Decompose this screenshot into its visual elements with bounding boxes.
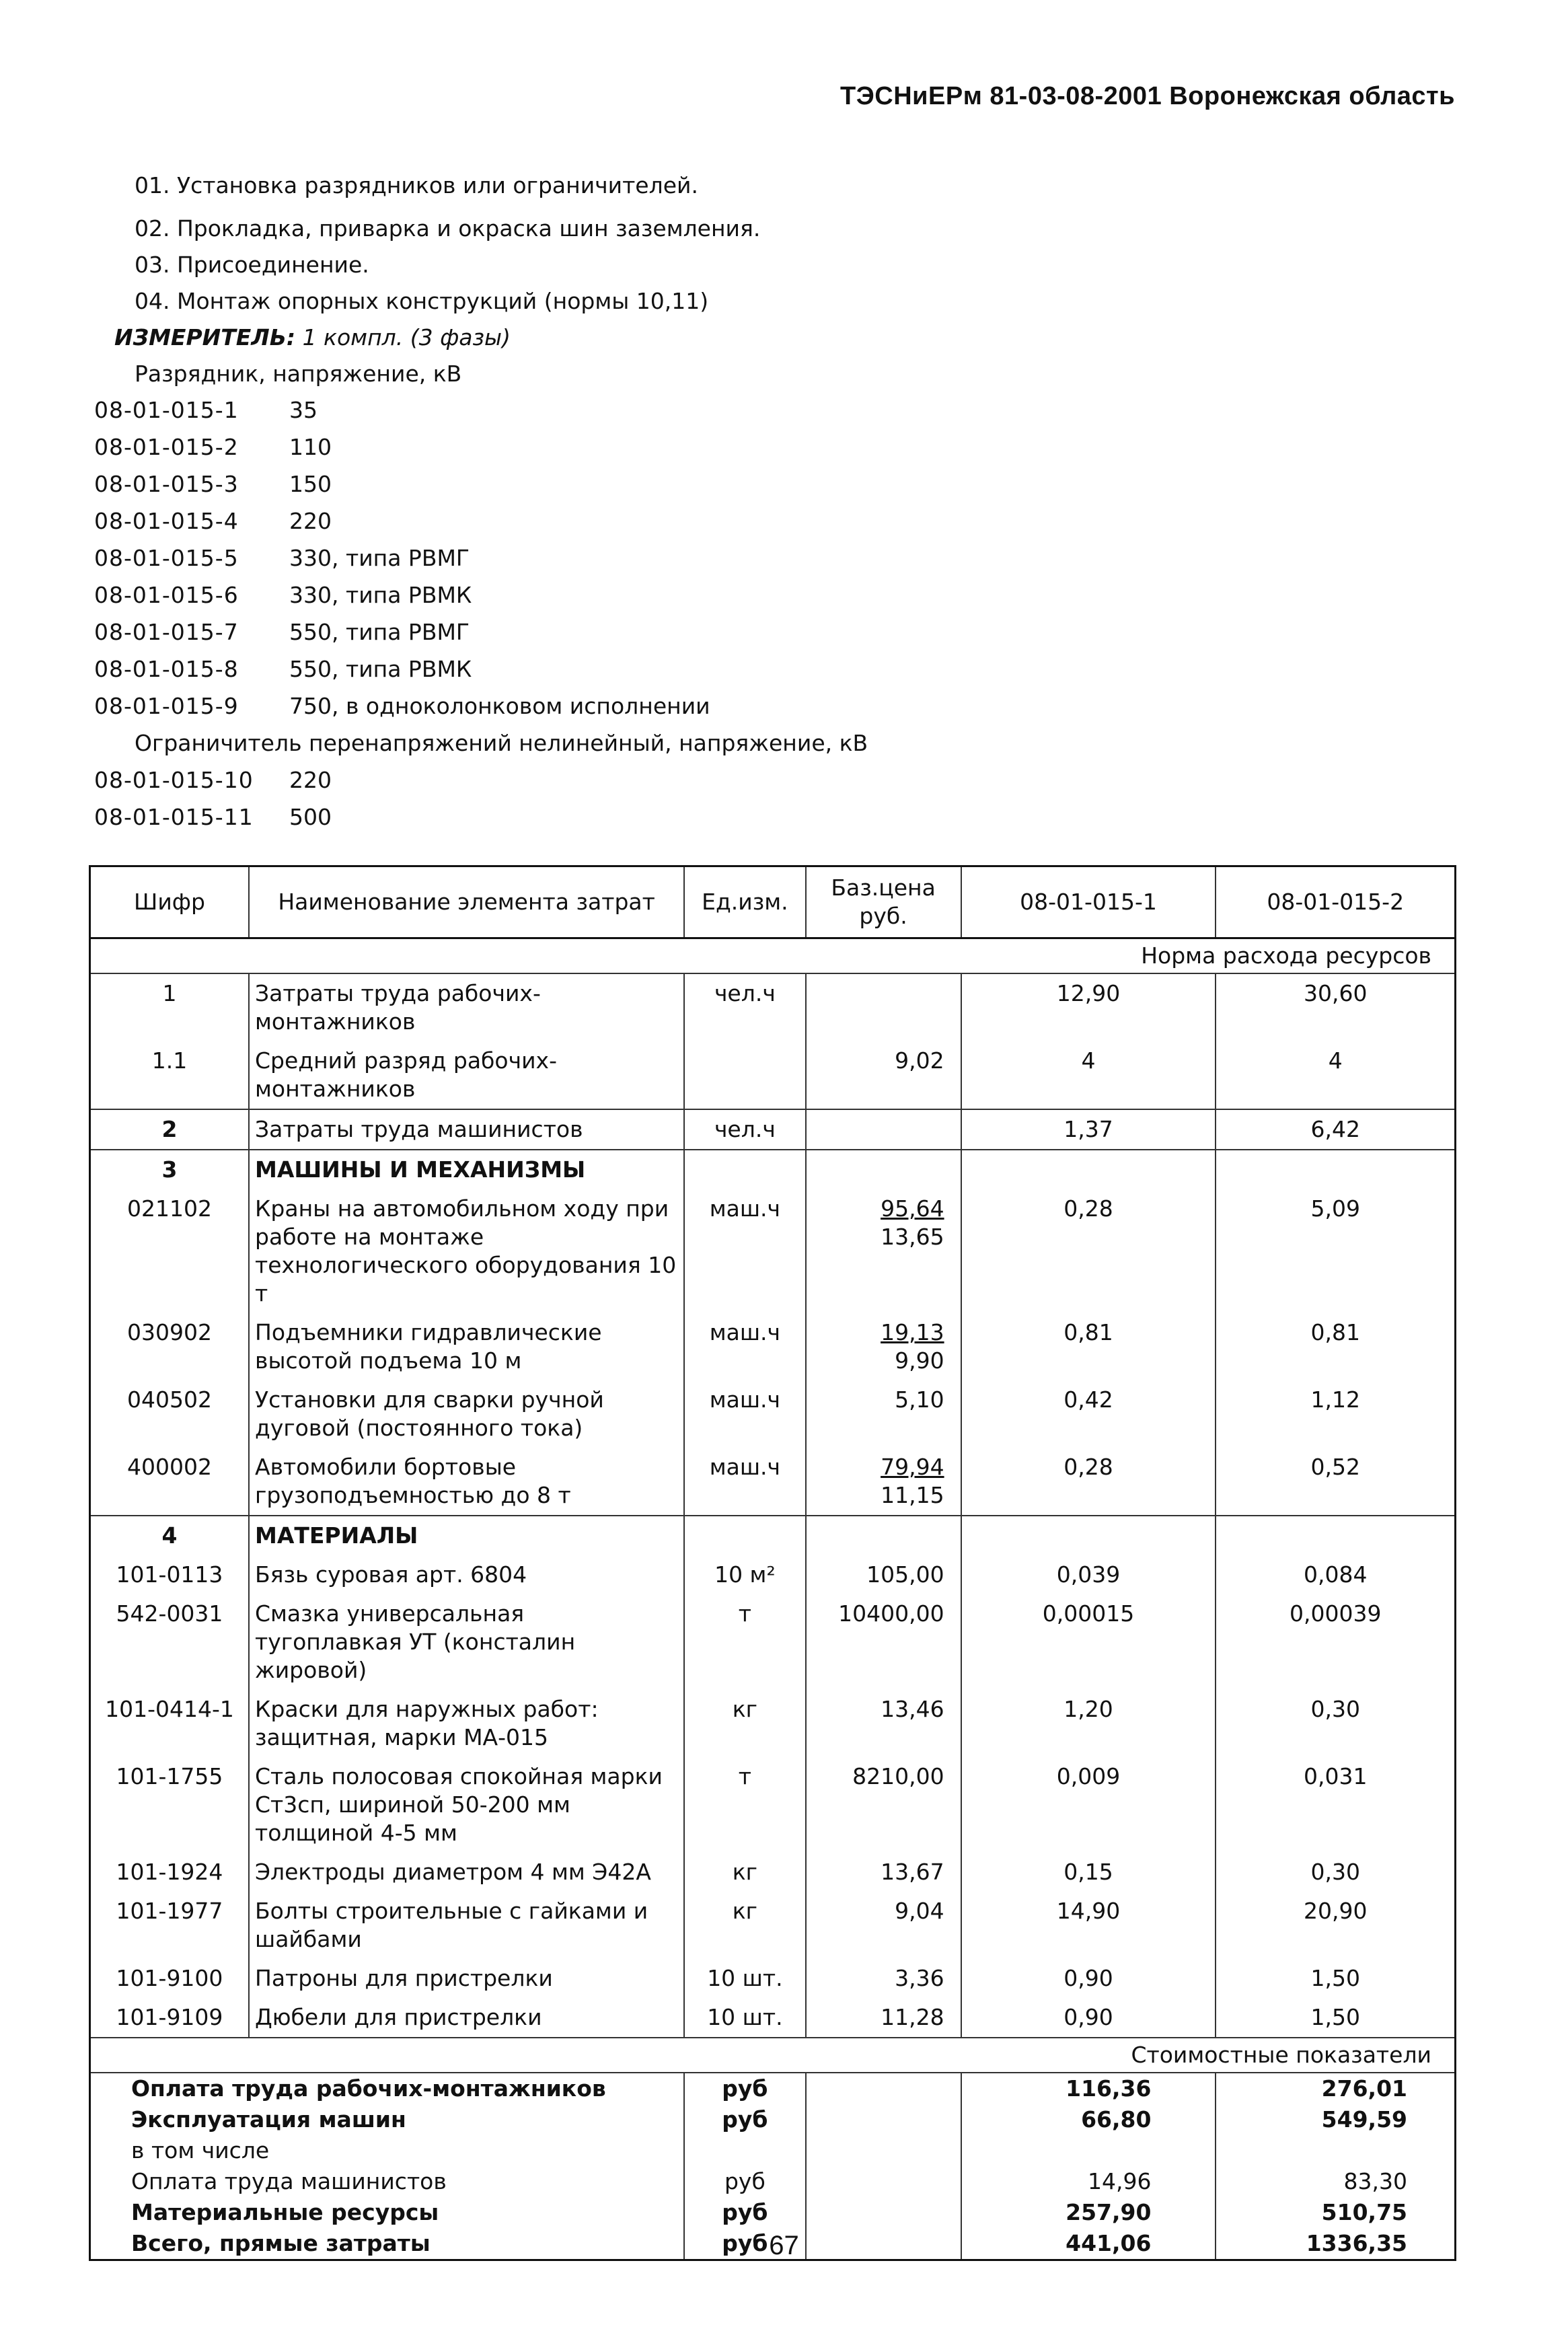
- row-code: 101-1755: [90, 1757, 250, 1853]
- norm-code: 08-01-015-6: [94, 582, 239, 608]
- cost-v1: 257,90: [961, 2197, 1216, 2228]
- cost-row: [90, 2135, 1456, 2166]
- row-v2: 6,42: [1216, 1109, 1455, 1150]
- row-price: [806, 1189, 961, 1313]
- norm-value: 110: [289, 434, 332, 460]
- row-code: 2: [90, 1109, 250, 1150]
- row-code: 101-1924: [90, 1853, 250, 1892]
- cost-v2: 1336,35: [1216, 2228, 1455, 2260]
- header-price-line: руб.: [859, 903, 907, 929]
- row-v2: 0,52: [1216, 1448, 1455, 1516]
- norm-code: 08-01-015-1: [94, 397, 239, 423]
- row-v1: [961, 1150, 1216, 1189]
- norm-code: 08-01-015-9: [94, 693, 239, 719]
- row-v2: 4: [1216, 1041, 1455, 1109]
- norm-value: 750, в одноколонковом исполнении: [289, 693, 710, 719]
- row-v2: 0,031: [1216, 1757, 1455, 1853]
- price-labor: 9,90: [895, 1347, 944, 1374]
- row-v1: 12,90: [961, 973, 1216, 1041]
- row-name: Бязь суровая арт. 6804: [249, 1555, 684, 1594]
- row-v1: 0,42: [961, 1380, 1216, 1448]
- row-v2: [1216, 1150, 1455, 1189]
- norm-code: 08-01-015-10: [94, 767, 254, 793]
- row-unit: чел.ч: [684, 1109, 805, 1150]
- cost-price: [806, 2073, 961, 2104]
- row-price: [806, 1109, 961, 1150]
- row-unit: кг: [684, 1690, 805, 1757]
- work-step: 03. Присоединение.: [135, 252, 369, 278]
- header-price-line: Баз.цена: [831, 875, 936, 901]
- row-v2: 0,00039: [1216, 1594, 1455, 1690]
- row-v2: 1,50: [1216, 1959, 1455, 1998]
- cost-unit: руб: [684, 2166, 805, 2197]
- norm-value: 330, типа РВМГ: [289, 545, 470, 571]
- row-v1: 0,90: [961, 1959, 1216, 1998]
- header-name: Наименование элемента затрат: [249, 866, 684, 938]
- table-row: [90, 1853, 1456, 1892]
- header-v2: 08-01-015-2: [1216, 866, 1455, 938]
- row-unit: 10 шт.: [684, 1959, 805, 1998]
- table-row: [90, 1690, 1456, 1757]
- price-gross: 19,13: [881, 1319, 944, 1345]
- row-code: 101-0113: [90, 1555, 250, 1594]
- row-code: 4: [90, 1516, 250, 1555]
- norm-value: 220: [289, 767, 332, 793]
- cost-v1: 441,06: [961, 2228, 1216, 2260]
- norm-value: 330, типа РВМК: [289, 582, 472, 608]
- norm-value: 550, типа РВМК: [289, 656, 472, 682]
- row-v2: 30,60: [1216, 973, 1455, 1041]
- row-unit: маш.ч: [684, 1448, 805, 1516]
- table-row: [90, 1555, 1456, 1594]
- table-row: [90, 1959, 1456, 1998]
- row-price: 8210,00: [806, 1757, 961, 1853]
- cost-v2: 276,01: [1216, 2073, 1455, 2104]
- cost-price: [806, 2166, 961, 2197]
- row-name: Затраты труда рабочих-монтажников: [249, 973, 684, 1041]
- cost-label: Оплата труда рабочих-монтажников: [90, 2073, 685, 2104]
- row-v1: 0,28: [961, 1189, 1216, 1313]
- row-v1: 0,039: [961, 1555, 1216, 1594]
- row-unit: кг: [684, 1853, 805, 1892]
- cost-v1: [961, 2135, 1216, 2166]
- norm-value: 150: [289, 471, 332, 497]
- row-price: 9,04: [806, 1892, 961, 1959]
- header-unit: Ед.изм.: [684, 866, 805, 938]
- work-step: 01. Установка разрядников или ограничителей.: [135, 172, 698, 198]
- cost-unit: [684, 2135, 805, 2166]
- row-name: Краны на автомобильном ходу при работе на монтаже технологического оборудования 10 т: [249, 1189, 684, 1313]
- row-unit: [684, 1150, 805, 1189]
- row-v1: 1,20: [961, 1690, 1216, 1757]
- cost-label: Материальные ресурсы: [90, 2197, 685, 2228]
- row-unit: маш.ч: [684, 1313, 805, 1380]
- row-v2: 1,50: [1216, 1998, 1455, 2038]
- section-row: [90, 2038, 1456, 2073]
- row-v2: 0,30: [1216, 1853, 1455, 1892]
- table-row: [90, 1313, 1456, 1380]
- row-unit: т: [684, 1594, 805, 1690]
- row-v2: 0,30: [1216, 1690, 1455, 1757]
- norm-value: 35: [289, 397, 318, 423]
- cost-unit: руб: [684, 2073, 805, 2104]
- cost-unit: руб: [684, 2104, 805, 2135]
- cost-row: [90, 2197, 1456, 2228]
- table-row: [90, 1448, 1456, 1516]
- row-v2: 0,084: [1216, 1555, 1455, 1594]
- row-v1: 4: [961, 1041, 1216, 1109]
- cost-v1: 66,80: [961, 2104, 1216, 2135]
- row-name: Смазка универсальная тугоплавкая УТ (консталин жировой): [249, 1594, 684, 1690]
- cost-v2: 83,30: [1216, 2166, 1455, 2197]
- table-row: [90, 1380, 1456, 1448]
- row-v2: [1216, 1516, 1455, 1555]
- row-unit: 10 шт.: [684, 1998, 805, 2038]
- row-name: Установки для сварки ручной дуговой (постоянного тока): [249, 1380, 684, 1448]
- row-name: МАШИНЫ И МЕХАНИЗМЫ: [249, 1150, 684, 1189]
- cost-row: [90, 2073, 1456, 2104]
- row-code: 021102: [90, 1189, 250, 1313]
- row-price: 11,28: [806, 1998, 961, 2038]
- row-price: 9,02: [806, 1041, 961, 1109]
- table-row: [90, 973, 1456, 1041]
- row-price: 3,36: [806, 1959, 961, 1998]
- table-row: [90, 1998, 1456, 2038]
- meter-label: ИЗМЕРИТЕЛЬ:: [114, 324, 296, 350]
- norm-code: 08-01-015-2: [94, 434, 239, 460]
- cost-price: [806, 2135, 961, 2166]
- section-row: [90, 938, 1456, 974]
- row-unit: маш.ч: [684, 1189, 805, 1313]
- row-v1: 0,90: [961, 1998, 1216, 2038]
- cost-label: в том числе: [90, 2135, 685, 2166]
- row-unit: [684, 1041, 805, 1109]
- row-price: 105,00: [806, 1555, 961, 1594]
- document-header: ТЭСНиЕРм 81-03-08-2001 Воронежская область: [840, 82, 1455, 110]
- meter-line: [114, 324, 511, 350]
- row-v1: 0,009: [961, 1757, 1216, 1853]
- row-v2: 20,90: [1216, 1892, 1455, 1959]
- row-code: 040502: [90, 1380, 250, 1448]
- cost-v2: [1216, 2135, 1455, 2166]
- cost-row: [90, 2166, 1456, 2197]
- row-name: Дюбели для пристрелки: [249, 1998, 684, 2038]
- table-row: [90, 1189, 1456, 1313]
- group-title: Разрядник, напряжение, кВ: [135, 361, 462, 387]
- price-labor: 13,65: [881, 1224, 944, 1250]
- norm-code: 08-01-015-11: [94, 804, 254, 830]
- row-name: Затраты труда машинистов: [249, 1109, 684, 1150]
- norm-code: 08-01-015-4: [94, 508, 239, 534]
- row-name: Сталь полосовая спокойная марки Ст3сп, шириной 50-200 мм толщиной 4-5 мм: [249, 1757, 684, 1853]
- row-name: Средний разряд рабочих-монтажников: [249, 1041, 684, 1109]
- cost-unit: руб: [684, 2197, 805, 2228]
- row-unit: 10 м²: [684, 1555, 805, 1594]
- row-price: 13,46: [806, 1690, 961, 1757]
- row-price: 13,67: [806, 1853, 961, 1892]
- row-v1: 0,28: [961, 1448, 1216, 1516]
- row-code: 1: [90, 973, 250, 1041]
- norm-code: 08-01-015-5: [94, 545, 239, 571]
- table-row: [90, 1594, 1456, 1690]
- norm-value: 220: [289, 508, 332, 534]
- work-step: 04. Монтаж опорных конструкций (нормы 10,11): [135, 288, 709, 314]
- cost-v1: 116,36: [961, 2073, 1216, 2104]
- norm-code: 08-01-015-3: [94, 471, 239, 497]
- row-price: 10400,00: [806, 1594, 961, 1690]
- row-code: 542-0031: [90, 1594, 250, 1690]
- resource-table: [89, 865, 1456, 2261]
- row-code: 101-0414-1: [90, 1690, 250, 1757]
- norm-value: 550, типа РВМГ: [289, 619, 470, 645]
- row-code: 3: [90, 1150, 250, 1189]
- row-price: 5,10: [806, 1380, 961, 1448]
- header-price: [806, 866, 961, 938]
- cost-v1: 14,96: [961, 2166, 1216, 2197]
- row-unit: т: [684, 1757, 805, 1853]
- row-code: 1.1: [90, 1041, 250, 1109]
- row-price: [806, 1448, 961, 1516]
- row-price: [806, 1150, 961, 1189]
- table-row: [90, 1041, 1456, 1109]
- row-name: Электроды диаметром 4 мм Э42А: [249, 1853, 684, 1892]
- table-row: [90, 1109, 1456, 1150]
- table-row: [90, 1150, 1456, 1189]
- price-gross: 79,94: [881, 1454, 944, 1480]
- cost-price: [806, 2104, 961, 2135]
- row-name: Автомобили бортовые грузоподъемностью до 8 т: [249, 1448, 684, 1516]
- norm-code: 08-01-015-8: [94, 656, 239, 682]
- row-code: 101-9109: [90, 1998, 250, 2038]
- row-v1: 0,81: [961, 1313, 1216, 1380]
- page-number: 67: [769, 2231, 799, 2260]
- row-code: 101-9100: [90, 1959, 250, 1998]
- work-step: 02. Прокладка, приварка и окраска шин заземления.: [135, 215, 761, 242]
- cost-price: [806, 2197, 961, 2228]
- row-price: [806, 1516, 961, 1555]
- table-row: [90, 1892, 1456, 1959]
- row-price: [806, 973, 961, 1041]
- group-title: Ограничитель перенапряжений нелинейный, напряжение, кВ: [135, 730, 868, 756]
- table-row: [90, 1757, 1456, 1853]
- price-labor: 11,15: [881, 1482, 944, 1508]
- row-v1: 0,00015: [961, 1594, 1216, 1690]
- row-code: 400002: [90, 1448, 250, 1516]
- norm-code: 08-01-015-7: [94, 619, 239, 645]
- row-name: Патроны для пристрелки: [249, 1959, 684, 1998]
- cost-v2: 549,59: [1216, 2104, 1455, 2135]
- cost-row: [90, 2104, 1456, 2135]
- header-code: Шифр: [90, 866, 250, 938]
- cost-label: Эксплуатация машин: [90, 2104, 685, 2135]
- cost-unit: руб: [684, 2228, 805, 2260]
- row-unit: чел.ч: [684, 973, 805, 1041]
- row-v1: 14,90: [961, 1892, 1216, 1959]
- row-v1: 1,37: [961, 1109, 1216, 1150]
- row-code: 030902: [90, 1313, 250, 1380]
- row-v1: [961, 1516, 1216, 1555]
- cost-v2: 510,75: [1216, 2197, 1455, 2228]
- price-gross: 95,64: [881, 1195, 944, 1222]
- header-v1: 08-01-015-1: [961, 866, 1216, 938]
- row-v2: 1,12: [1216, 1380, 1455, 1448]
- row-name: МАТЕРИАЛЫ: [249, 1516, 684, 1555]
- row-price: [806, 1313, 961, 1380]
- table-row: [90, 1516, 1456, 1555]
- norm-section-title: Норма расхода ресурсов: [90, 938, 1456, 974]
- cost-label: Оплата труда машинистов: [90, 2166, 685, 2197]
- norm-value: 500: [289, 804, 332, 830]
- cost-section-title: Стоимостные показатели: [90, 2038, 1456, 2073]
- row-unit: маш.ч: [684, 1380, 805, 1448]
- row-name: Болты строительные с гайками и шайбами: [249, 1892, 684, 1959]
- row-unit: [684, 1516, 805, 1555]
- meter-value: 1 компл. (3 фазы): [302, 324, 511, 350]
- row-v2: 0,81: [1216, 1313, 1455, 1380]
- row-name: Подъемники гидравлические высотой подъема 10 м: [249, 1313, 684, 1380]
- row-unit: кг: [684, 1892, 805, 1959]
- table-header-row: [90, 866, 1456, 938]
- row-v1: 0,15: [961, 1853, 1216, 1892]
- cost-label: Всего, прямые затраты: [90, 2228, 685, 2260]
- row-v2: 5,09: [1216, 1189, 1455, 1313]
- row-code: 101-1977: [90, 1892, 250, 1959]
- row-name: Краски для наружных работ: защитная, марки МА-015: [249, 1690, 684, 1757]
